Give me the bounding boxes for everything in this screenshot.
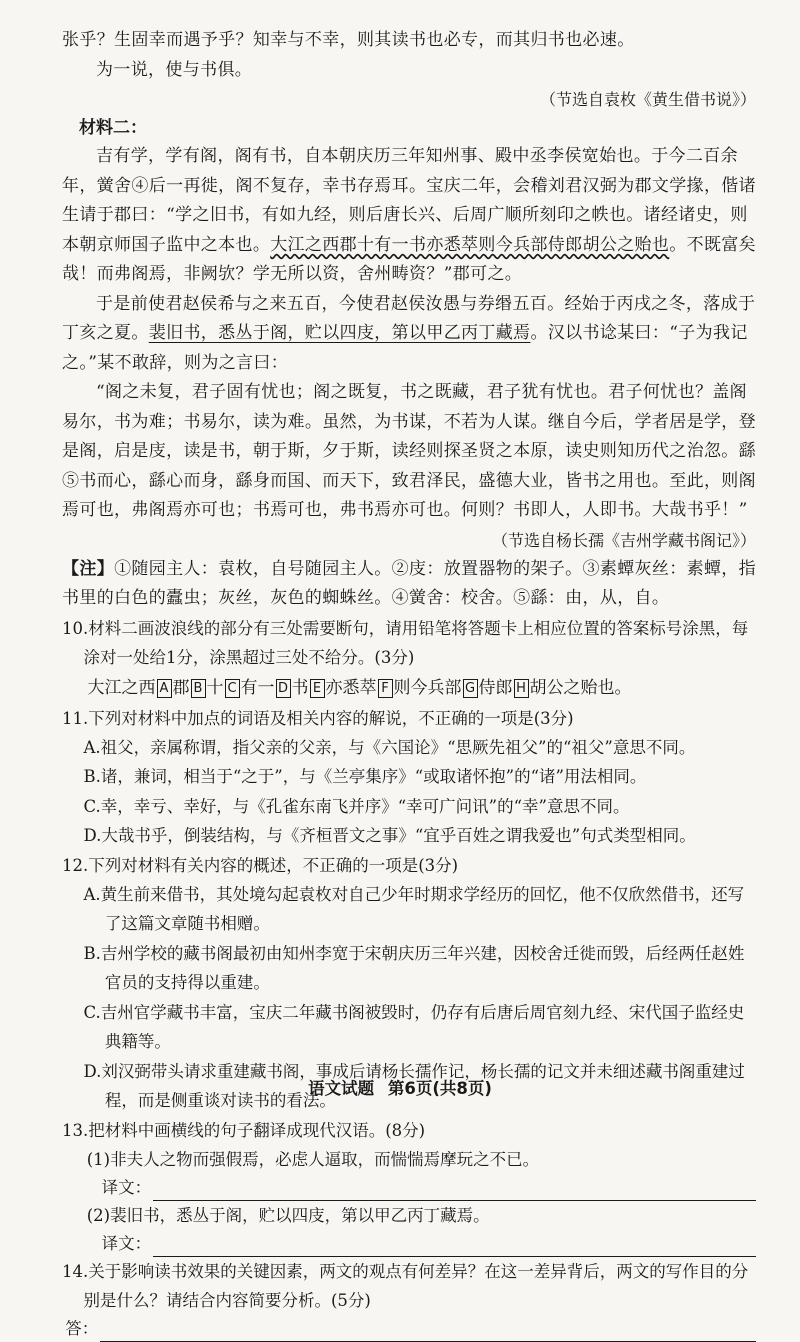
q13-stem: 13.把材料中画横线的句子翻译成现代汉语。(8分) [62, 1120, 426, 1140]
q14-answer-line[interactable] [62, 1315, 756, 1342]
q13-sentence-1: (1)非夫人之物而强假焉，必虑人逼取，而惴惴焉摩玩之不已。 [86, 1149, 540, 1169]
q12-option-d: D.刘汉弼带头请求重建藏书阁，事成后请杨长孺作记，杨长孺的记文并未细述藏书阁重建过程，而是侧重谈对读书的看法。 [83, 1061, 745, 1110]
passage2-paragraph-2 [62, 290, 756, 379]
q11-option-b: B.诸，兼词，相当于“之于”，与《兰亭集序》“或取诸怀抱”的“诸”用法相同。 [83, 767, 647, 786]
q12-stem: 12.下列对材料有关内容的概述，不正确的一项是(3分) [62, 855, 459, 875]
notes-label: 【注】 [62, 558, 115, 579]
q10-sentence [62, 672, 756, 704]
q12-option-c: C.吉州官学藏书丰富，宝庆二年藏书阁被毁时，仍存有后唐后周官刻九经、宋代国子监经史典籍等。 [83, 1002, 745, 1051]
translation-label: 译文： [101, 1177, 152, 1197]
q10-seg: 侍郎 [478, 677, 513, 698]
passage2-paragraph-1 [62, 142, 756, 290]
wavy-underlined-sentence: 大江之西郡十有一书亦悉萃则今兵部侍郎胡公之贻也 [270, 234, 670, 255]
q13-answer-line-2[interactable] [62, 1230, 756, 1257]
passage1-closing: 为一说，使与书俱。 [96, 59, 253, 80]
q11-option-d: D.大哉书乎，倒装结构，与《齐桓晋文之事》“宜乎百姓之谓我爱也”句式类型相同。 [83, 826, 696, 845]
q10-seg: 十 [206, 677, 224, 698]
answer-underline[interactable] [153, 1236, 756, 1257]
passage1-tail: 张乎？生固幸而遇予乎？知幸与不幸，则其读书也必专，而其归书也必速。 [62, 30, 635, 50]
q10-seg: 胡公之贻也。 [529, 677, 632, 698]
q10-seg: 大江之西 [87, 677, 156, 698]
q10-seg: 亦悉萃 [325, 677, 377, 698]
answer-box-f[interactable]: F [378, 679, 393, 698]
answer-box-h[interactable]: H [514, 679, 529, 698]
underlined-sentence: 裴旧书，悉丛于阁，贮以四庋，第以甲乙丙丁藏焉 [148, 323, 531, 343]
p1-text-b: 。不既富矣哉！而弗阁焉，非阙欤？学无所以资，舍州畴资？”郡可之。 [62, 234, 757, 284]
q10-seg: 郡 [172, 677, 190, 698]
answer-underline[interactable] [153, 1180, 756, 1201]
q12-option-b: B.吉州学校的藏书阁最初由知州李宽于宋朝庆历三年兴建，因校舍迁徙而毁，后经两任赵姓官员的支持得以重建。 [83, 943, 745, 992]
passage1-source: （节选自袁枚《黄生借书说》） [539, 90, 756, 109]
footer-page-number: 第6页(共8页) [387, 1079, 492, 1098]
q14-stem: 14.关于影响读书效果的关键因素，两文的观点有何差异？在这一差异背后，两文的写作目的分别是什么？请结合内容简要分析。(5分) [62, 1261, 749, 1310]
q12-option-a: A.黄生前来借书，其处境勾起袁枚对自己少年时期求学经历的回忆，他不仅欣然借书，还写了这篇文章随书相赠。 [83, 884, 745, 933]
passage2-heading: 材料二： [79, 118, 147, 138]
answer-box-b[interactable]: B [191, 679, 206, 698]
q10-stem: 10.材料二画波浪线的部分有三处需要断句，请用铅笔将答题卡上相应位置的答案标号涂黑，每涂对一处给1分，涂黑超过三处不给分。(3分) [62, 618, 749, 667]
footer-subject: 语文试题 [308, 1079, 375, 1098]
answer-box-g[interactable]: G [463, 679, 478, 698]
passage2-paragraph-3: “阁之未复，君子固有忧也；阁之既复，书之既藏，君子犹有忧也。君子何忧也？盖阁易尔，书为难；书易尔，读为难。虽然，为书谋，不若为人谋。继自今后，学者居是学，登是阁，启是庋，读是书，朝于斯，夕于斯，读经则探圣贤之本原，读史则知历代之治忽。繇⑤书而心，繇心而身，繇身而国、而天下，致君泽民，盛德大业，皆书之用也。至此，则阁焉可也，弗阁焉亦可也；书焉可也，弗书焉亦可也。何则？书即人，人即书。大哉书乎！” [62, 382, 756, 520]
answer-box-c[interactable]: C [225, 679, 240, 698]
answer-box-d[interactable]: D [276, 679, 291, 698]
q11-option-c: C.幸，幸亏、幸好，与《孔雀东南飞并序》“幸可广问讯”的“幸”意思不同。 [83, 796, 630, 816]
page-footer [0, 1075, 800, 1099]
notes [62, 555, 756, 614]
q13-answer-line-1[interactable] [62, 1174, 756, 1201]
p2-text-a: 于是前使君赵侯希与之来五百，今使君赵侯汝愚与券缗五百。经始于丙戌之冬，落成于丁亥之夏。 [62, 293, 756, 343]
q10-seg: 则今兵部 [393, 677, 462, 698]
answer-underline[interactable] [100, 1321, 756, 1342]
answer-label: 答： [65, 1318, 99, 1338]
q11-stem: 11.下列对材料中加点的词语及相关内容的解说，不正确的一项是(3分) [62, 708, 574, 728]
q11-option-a: A.祖父，亲属称谓，指父亲的父亲，与《六国论》“思厥先祖父”的“祖父”意思不同。 [83, 737, 696, 757]
answer-box-a[interactable]: A [157, 679, 172, 698]
answer-box-e[interactable]: E [310, 679, 325, 698]
p1-text-a: 吉有学，学有阁，阁有书，自本朝庆历三年知州事、殿中丞李侯宽始也。于今二百余年，黉舍④后一再徙，阁不复存，幸书存焉耳。宝庆二年，会稽刘君汉弼为郡文学掾，偕诸生请于郡曰：“学之旧书，有如九经，则后唐长兴、后周广顺所刻印之帙也。诸经诸史，则本朝京师国子监中之本也。 [62, 146, 756, 255]
notes-text: ①随园主人：袁枚，自号随园主人。②庋：放置器物的架子。③素蟫灰丝：素蟫，指书里的白色的蠹虫；灰丝，灰色的蜘蛛丝。④黉舍：校舍。⑤繇：由，从，自。 [62, 558, 757, 608]
passage2-source: （节选自杨长孺《吉州学藏书阁记》） [491, 530, 756, 550]
translation-label: 译文： [101, 1233, 152, 1253]
q13-sentence-2: (2)裴旧书，悉丛于阁，贮以四庋，第以甲乙丙丁藏焉。 [86, 1205, 490, 1225]
p2-text-b: 。汉以书谂某曰：“子为我记之。”某不敢辞，则为之言曰： [62, 323, 748, 373]
q10-seg: 有一 [240, 677, 275, 698]
q10-seg: 书 [291, 677, 309, 698]
